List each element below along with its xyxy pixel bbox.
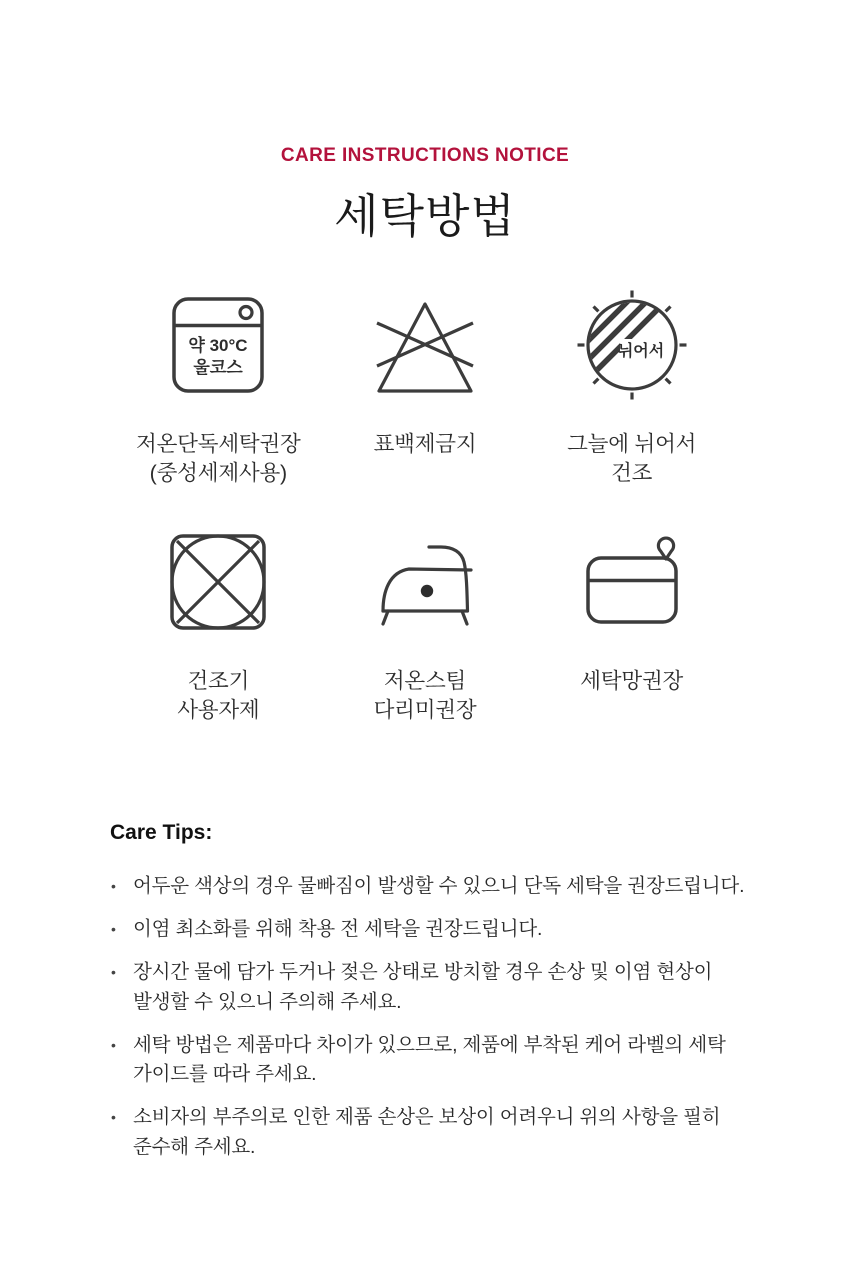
iron-label: 저온스팀 다리미권장 [373,669,477,722]
care-tips-section [110,821,755,1162]
iron-icon [365,532,485,632]
no-tumble-dry-icon [158,532,278,632]
care-tip-item: • 어두운 색상의 경우 물빠짐이 발생할 수 있으니 단독 세탁을 권장드립니다. [110,872,755,902]
laundry-net-label: 세탁망권장 [580,669,684,693]
no-bleach-icon [365,295,485,395]
care-symbol-laundry-net [528,532,735,725]
no-tumble-dry-label: 건조기 사용자제 [177,669,260,722]
care-tip-item: • 이염 최소화를 위해 착용 전 세탁을 권장드립니다. [110,915,755,945]
machine-wash-icon [158,295,278,395]
page-eyebrow: CARE INSTRUCTIONS NOTICE [280,145,570,166]
care-tip-item: • 장시간 물에 담가 두거나 젖은 상태로 방치할 경우 손상 및 이염 현상이 발생할 수 있으니 주의해 주세요. [110,958,755,1017]
no-bleach-label: 표백제금지 [373,432,477,456]
care-symbol-iron [322,532,529,725]
care-symbol-no-bleach [322,295,529,488]
shade-dry-icon [572,295,692,395]
care-tips-heading: Care Tips: [110,821,213,844]
care-tip-item: • 세탁 방법은 제품마다 차이가 있으므로, 제품에 부착된 케어 라벨의 세탁 가이드를 따라 주세요. [110,1031,755,1090]
page-title: 세탁방법 [334,190,516,242]
laundry-net-icon [572,532,692,632]
care-tips-list [110,872,755,1162]
care-symbol-no-tumble-dry [115,532,322,725]
shade-dry-label: 그늘에 뉘어서 건조 [567,432,697,485]
machine-wash-label: 저온단독세탁권장 (중성세제사용) [136,432,301,485]
care-symbol-grid [115,295,735,725]
care-symbol-machine-wash [115,295,322,488]
care-tip-item: • 소비자의 부주의로 인한 제품 손상은 보상이 어려우니 위의 사항을 필히 준수해 주세요. [110,1103,755,1162]
machine-wash-temp-text: 약 30°C [188,336,248,355]
machine-wash-course-text: 울코스 [193,358,243,377]
care-symbol-shade-dry [528,295,735,488]
shade-dry-inner-text: 뉘어서 [617,343,664,360]
